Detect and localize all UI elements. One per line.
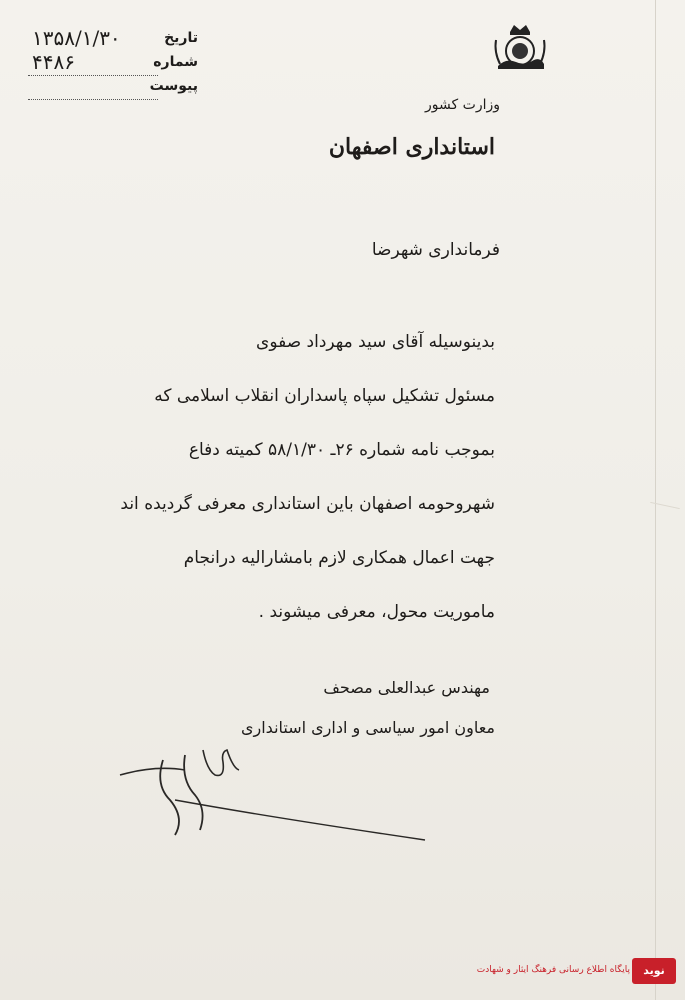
date-value: ۱۳۵۸/۱/۳۰: [32, 26, 121, 50]
body-line: ماموریت محول، معرفی میشوند .: [258, 602, 495, 622]
handwritten-signature-icon: [115, 740, 435, 850]
governorate-name: استانداری اصفهان: [328, 134, 495, 160]
ministry-name: وزارت کشور: [425, 97, 500, 113]
body-line: جهت اعمال همکاری لازم بامشارالیه درانجام: [183, 548, 495, 568]
letter-body: [75, 332, 495, 656]
body-line: بموجب نامه شماره ۲۶ـ ۵۸/۱/۳۰ کمیته دفاع: [188, 440, 495, 460]
body-line: مسئول تشکیل سپاه پاسداران انقلاب اسلامی که: [154, 386, 495, 406]
signatory-name: مهندس عبدالعلی مصحف: [323, 678, 490, 697]
recipient: فرمانداری شهرضا: [371, 240, 500, 260]
signatory-title: معاون امور سیاسی و اداری استانداری: [240, 718, 495, 737]
body-line: بدینوسیله آقای سید مهرداد صفوی: [256, 332, 495, 352]
number-row: [18, 50, 198, 78]
attachment-underline: [28, 99, 158, 100]
body-line: شهروحومه اصفهان باین استانداری معرفی گردیده اند: [120, 494, 495, 514]
lion-and-sun-emblem-icon: [492, 22, 548, 72]
number-underline: [28, 75, 158, 76]
watermark-logo: نوید: [632, 958, 676, 984]
number-label: شماره: [153, 54, 198, 70]
paper-fold-line: [655, 0, 656, 1000]
letter-meta: [18, 26, 198, 102]
date-label: تاریخ: [164, 30, 198, 46]
attachment-row: [18, 78, 198, 102]
site-watermark: [476, 958, 678, 986]
watermark-text: پایگاه اطلاع رسانی فرهنگ ایثار و شهادت: [476, 965, 630, 975]
number-value: ۴۴۸۶: [32, 50, 75, 74]
attachment-label: پیوست: [149, 78, 198, 94]
